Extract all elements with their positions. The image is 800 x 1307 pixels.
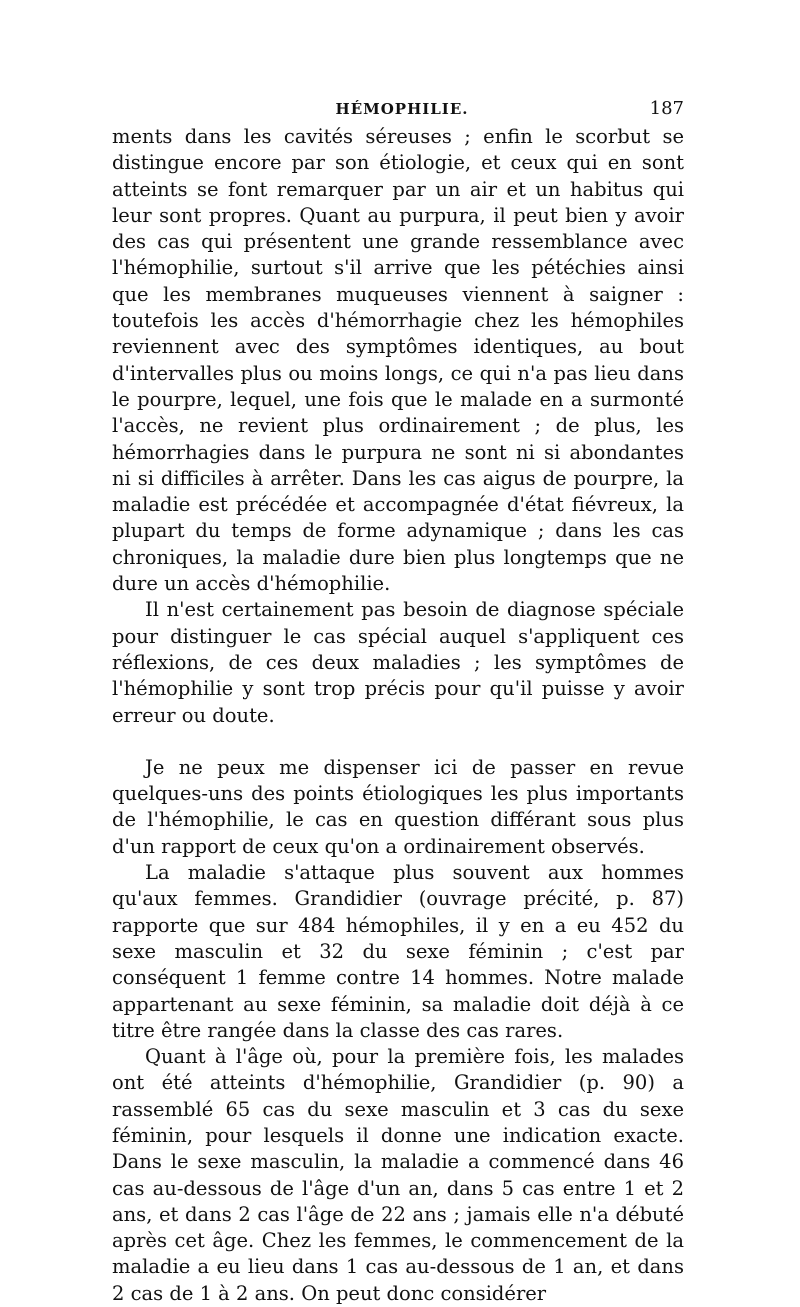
paragraph-continuation: ments dans les cavités séreuses ; enfin le scorbut se distingue encore par son étiologie, et ceux qui en sont atteints se font remarquer par un air et un habitus qui leur sont propres. Quant au purpura, il peut bien y avoir des cas qui présentent une grande ressemblance avec l'hémophilie, surtout s'il arrive que les pétéchies ainsi que les membranes muqueuses viennent à saigner : toutefois les accès d'hémorrhagie chez les hémophiles reviennent avec des symptômes identiques, au bout d'intervalles plus ou moins longs, ce qui n'a pas lieu dans le pourpre, lequel, une fois que le malade en a surmonté l'accès, ne revient plus ordinairement ; de plus, les hémorrhagies dans le purpura ne sont ni si abondantes ni si difficiles à arrêter. Dans les cas aigus de pourpre, la maladie est précédée et accompagnée d'état fiévreux, la plupart du temps de forme adynamique ; dans les cas chroniques, la maladie dure bien plus longtemps que ne dure un accès d'hémophilie. (112, 125, 684, 596)
paragraph-etiology-intro: Je ne peux me dispenser ici de passer en revue quelques-uns des points étiologiques les plus importants de l'hémophilie, le cas en question différant sous plus d'un rapport de ceux qu'on a ordinairement observés. (112, 755, 684, 858)
page-number: 187 (649, 98, 684, 119)
body-text (112, 124, 684, 1307)
paragraph-age-of-onset: Quant à l'âge où, pour la première fois, les malades ont été atteints d'hémophilie, Grandidier (p. 90) a rassemblé 65 cas du sexe masculin et 3 cas du sexe féminin, pour lesquels il donne une indication exacte. Dans le sexe masculin, la maladie a commencé dans 46 cas au-dessous de l'âge d'un an, dans 5 cas entre 1 et 2 ans, et dans 2 cas l'âge de 22 ans ; jamais elle n'a débuté après cet âge. Chez les femmes, le commencement de la maladie a eu lieu dans 1 cas au-dessous de 1 an, et dans 2 cas de 1 à 2 ans. On peut donc considérer (112, 1045, 684, 1305)
paragraph-sex-distribution: La maladie s'attaque plus souvent aux hommes qu'aux femmes. Grandidier (ouvrage précité, p. 87) rapporte que sur 484 hémophiles, il y en a eu 452 du sexe masculin et 32 du sexe féminin ; c'est par conséquent 1 femme contre 14 hommes. Notre malade appartenant au sexe féminin, sa maladie doit déjà à ce titre être rangée dans la classe des cas rares. (112, 861, 684, 1042)
paragraph-diagnosis: Il n'est certainement pas besoin de diagnose spéciale pour distinguer le cas spécial auquel s'appliquent ces réflexions, de ces deux maladies ; les symptômes de l'hémophilie y sont trop précis pour qu'il puisse y avoir erreur ou doute. (112, 598, 684, 727)
running-title: HÉMOPHILIE. (335, 100, 469, 118)
running-head (112, 95, 684, 123)
section-break (112, 729, 684, 755)
